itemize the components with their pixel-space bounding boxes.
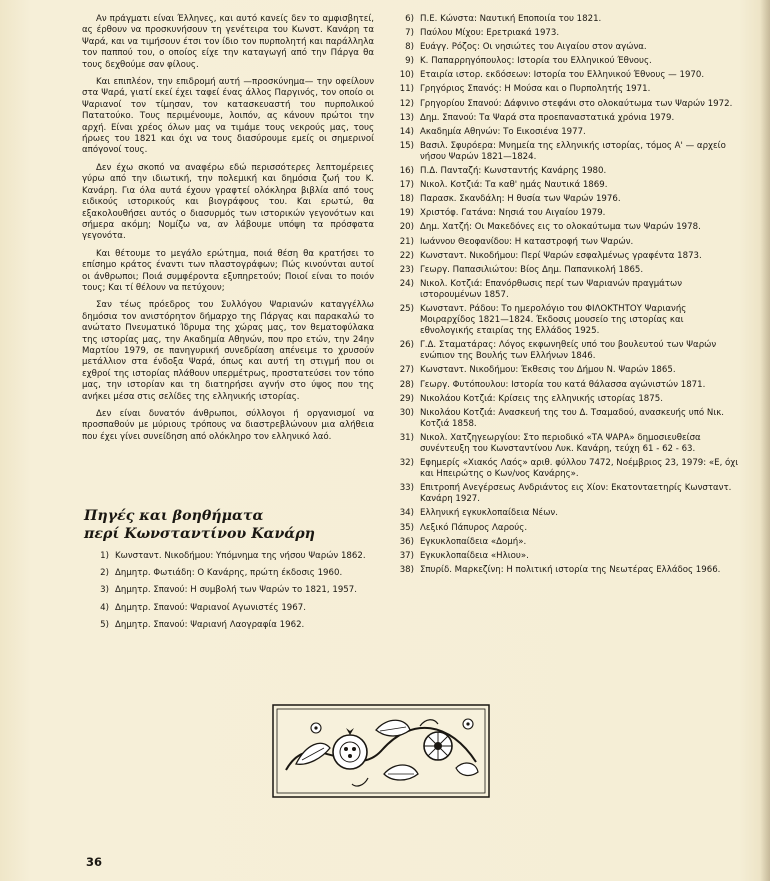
reference-text: Εγκυκλοπαίδεια «Ηλιου». xyxy=(420,550,529,561)
reference-number: 9) xyxy=(405,56,414,67)
reference-item xyxy=(389,394,739,405)
reference-text: Βασιλ. Σφυρόερα: Μνημεία της ελληνικής ιστορίας, τόμος Α' — αρχείο νήσου Ψαρών 1821—1824. xyxy=(420,140,726,162)
reference-text: Ακαδημία Αθηνών: Το Εικοσιένα 1977. xyxy=(420,126,586,137)
reference-number: 3) xyxy=(100,585,109,596)
reference-number: 17) xyxy=(399,180,414,191)
reference-number: 37) xyxy=(399,550,414,561)
reference-text: Λεξικό Πάπυρος Λαρούς. xyxy=(420,522,528,533)
reference-number: 35) xyxy=(399,522,414,533)
reference-item xyxy=(389,251,739,262)
reference-text: Νικολ. Κοτζιά: Τα καθ' ημάς Ναυτικά 1869. xyxy=(420,180,608,191)
reference-number: 12) xyxy=(399,98,414,109)
reference-item xyxy=(389,70,739,81)
reference-item xyxy=(389,166,739,177)
reference-text: Δημ. Σπανού: Τα Ψαρά στα προεπαναστατικά χρόνια 1979. xyxy=(420,112,675,123)
reference-item xyxy=(389,565,739,576)
reference-number: 24) xyxy=(399,278,414,289)
reference-text: Νικολ. Κοτζιά: Επανόρθωσις περί των Ψαριανών πραγμάτων ιστορουμένων 1857. xyxy=(420,278,683,300)
reference-item xyxy=(389,508,739,519)
reference-text: Ευάγγ. Ρόζος: Οι νησιώτες του Αιγαίου στον αγώνα. xyxy=(420,42,647,53)
reference-number: 8) xyxy=(405,42,414,53)
reference-number: 14) xyxy=(399,126,414,137)
article-text-column xyxy=(82,14,374,449)
reference-number: 4) xyxy=(100,602,109,613)
reference-number: 26) xyxy=(399,340,414,351)
reference-item xyxy=(389,208,739,219)
reference-item xyxy=(389,42,739,53)
reference-text: Επιτροπή Ανεγέρσεως Ανδριάντος εις Χίον: Εκατονταετηρίς Κωνσταντ. Κανάρη 1927. xyxy=(420,483,732,505)
reference-number: 7) xyxy=(405,28,414,39)
reference-number: 11) xyxy=(399,84,414,95)
reference-item xyxy=(389,28,739,39)
reference-item xyxy=(389,304,739,337)
reference-item xyxy=(389,483,739,505)
reference-number: 5) xyxy=(100,619,109,630)
reference-text: Δημητρ. Σπανού: Ψαριανοί Αγωνιστές 1967. xyxy=(115,602,306,613)
reference-item xyxy=(389,365,739,376)
reference-item xyxy=(389,340,739,362)
reference-number: 29) xyxy=(399,393,414,404)
reference-text: Κ. Παπαρρηγόπουλος: Ιστορία του Ελληνικού Έθνους. xyxy=(420,56,652,67)
reference-item xyxy=(389,141,739,163)
reference-number: 10) xyxy=(399,70,414,81)
article-paragraph: Σαν τέως πρόεδρος του Συλλόγου Ψαριανών καταγγέλλω δημόσια τον ανιστόρητον δήμαρχο της Πάργας και παρακαλώ το ανώτατο Πνευματικό Ίδρυμα της χώρας μας, τον θεματοφύλακα της ιστορίας μας, την Ακαδημία Αθηνών, που προ ετών, την 24ην Μαρτίου 1979, σε πανηγυρική συνεδρίαση απένειμε το χρυσούν μετάλλιον στα ένδοξα Ψαρά, όπως και αυτή τη στιγμή που οι εχθροί της ιστορίας πλάθουν υπερμέτρως, προστατεύσει τον τόπο μας, την ιστορίαν και τη διατηρήσει αγνήν στο ύψος που της ανήκει μέσα στις σελίδες της ελληνικής ιστορίας. xyxy=(82,300,374,402)
reference-text: Παρασκ. Σκανδάλη: Η θυσία των Ψαρών 1976. xyxy=(420,194,621,205)
reference-item xyxy=(389,265,739,276)
reference-text: Κωνσταντ. Νικοδήμου: Υπόμνημα της νήσου Ψαρών 1862. xyxy=(115,551,366,561)
reference-number: 2) xyxy=(100,568,109,579)
reference-number: 25) xyxy=(399,303,414,314)
reference-number: 36) xyxy=(399,536,414,547)
reference-number: 22) xyxy=(399,250,414,261)
reference-number: 19) xyxy=(399,208,414,219)
reference-text: Σπυρίδ. Μαρκεζίνη: Η πολιτική ιστορία της Νεωτέρας Ελλάδος 1966. xyxy=(420,564,721,575)
reference-number: 21) xyxy=(399,236,414,247)
reference-item xyxy=(389,433,739,455)
reference-number: 31) xyxy=(399,432,414,443)
reference-number: 6) xyxy=(405,14,414,24)
sources-heading-line2: περί Κωνσταντίνου Κανάρη xyxy=(84,526,315,542)
reference-number: 30) xyxy=(399,407,414,418)
reference-item xyxy=(389,551,739,562)
reference-item xyxy=(389,279,739,301)
reference-item xyxy=(84,603,376,614)
reference-text: Εφημερίς «Χιακός Λαός» αριθ. φύλλου 7472, Νοέμβριος 23, 1979: «Ε, όχι και Ηπειρώτης ο Κων/νος Κανάρης». xyxy=(420,458,739,480)
reference-text: Γεωργ. Παπασιλιώτου: Βίος Δημ. Παπανικολή 1865. xyxy=(420,264,644,275)
reference-number: 28) xyxy=(399,379,414,390)
reference-number: 15) xyxy=(399,140,414,151)
reference-text: Εταιρία ιστορ. εκδόσεων: Ιστορία του Ελληνικού Έθνους — 1970. xyxy=(420,70,705,81)
reference-item xyxy=(389,408,739,430)
reference-item xyxy=(389,99,739,110)
article-paragraph: Και θέτουμε το μεγάλο ερώτημα, ποιά θέση θα κρατήσει το επίσημο κράτος έναντι των πλαστογράφων; Πώς κινούνται αυτοί οι άνθρωποι; Ποιά συμφέροντα εξυπηρετούν; Ποιοί είναι το ποιόν τους; Και τί θέλουν να πετύχουν; xyxy=(82,248,374,293)
reference-text: Κωνσταντ. Νικοδήμου: Έκθεσις του Δήμου Ν. Ψαρών 1865. xyxy=(420,365,676,376)
reference-text: Κωνσταντ. Ράδου: Το ημερολόγιο του ΦΙΛΟΚΤΗΤΟΥ Ψαριανής Μοιραρχίδος 1821—1824. Έκδοσις μουσείο της ιστορίας και εθνολογικής εταιρίας της Ελλάδος 1925. xyxy=(420,303,687,337)
reference-item xyxy=(389,14,739,25)
reference-text: Χριστόφ. Γατάνα: Νησιά του Αιγαίου 1979. xyxy=(420,208,606,219)
article-paragraph: Δεν έχω σκοπό να αναφέρω εδώ περισσότερες λεπτομέρειες γύρω από την ιδιωτική, την πολεμική και δημόσια ζωή του Κ. Κανάρη. Για όλα αυτά έχουν γραφτεί ολόκληρα βιβλία από τους ειδικούς ιστορικούς και βιογράφους του. Και ερωτώ, θα εξακολουθήσει αυτός ο διασυρμός των ιστορικών γεγονότων και σήμερα ακόμη; Νομίζω να, αν λάβουμε υπόψη τα πρόσφατα γεγονότα. xyxy=(82,162,374,242)
reference-number: 34) xyxy=(399,508,414,519)
reference-number: 23) xyxy=(399,264,414,275)
reference-number: 32) xyxy=(399,458,414,469)
reference-number: 16) xyxy=(399,166,414,177)
sources-heading xyxy=(84,507,374,543)
reference-text: Κωνσταντ. Νικοδήμου: Περί Ψαρών εσφαλμένως γραφέντα 1873. xyxy=(420,250,702,261)
reference-item xyxy=(389,194,739,205)
reference-text: Δημητρ. Σπανού: Ψαριανή Λαογραφία 1962. xyxy=(115,619,305,630)
reference-number: 27) xyxy=(399,365,414,376)
reference-text: Δημ. Χατζή: Οι Μακεδόνες εις το ολοκαύτωμα των Ψαρών 1978. xyxy=(420,222,701,233)
article-paragraph: Δεν είναι δυνατόν άνθρωποι, σύλλογοι ή οργανισμοί να προσπαθούν με μύριους τρόπους να διαστρεβλώνουν μια αλήθεια που έχει γίνει συνείδηση από ολόκληρο τον ελληνικό λαό. xyxy=(82,409,374,442)
reference-item xyxy=(389,380,739,391)
reference-text: Ιωάννου Θεοφανίδου: Η καταστροφή των Ψαρών. xyxy=(420,236,634,247)
reference-text: Δημητρ. Φωτιάδη: Ο Κανάρης, πρώτη έκδοσις 1960. xyxy=(115,568,343,579)
reference-item xyxy=(84,568,376,579)
reference-item xyxy=(389,222,739,233)
reference-item xyxy=(84,551,376,562)
reference-number: 1) xyxy=(100,551,109,561)
sources-list xyxy=(84,551,376,637)
reference-item xyxy=(389,237,739,248)
reference-number: 20) xyxy=(399,222,414,233)
reference-text: Γρηγόριος Σπανός: Η Μούσα και ο Πυρπολητής 1971. xyxy=(420,84,651,95)
reference-item xyxy=(389,537,739,548)
reference-item xyxy=(389,523,739,534)
reference-text: Γεωργ. Φυτόπουλου: Ιστορία του κατά θάλασσα αγώνιστών 1871. xyxy=(420,379,706,390)
page-number: 36 xyxy=(86,855,103,869)
sources-heading-line1: Πηγές και βοηθήματα xyxy=(84,508,264,524)
reference-item xyxy=(84,585,376,596)
reference-number: 18) xyxy=(399,194,414,205)
reference-item xyxy=(84,620,376,631)
reference-number: 38) xyxy=(399,564,414,575)
reference-text: Νικολάου Κοτζιά: Κρίσεις της ελληνικής ιστορίας 1875. xyxy=(420,393,663,404)
reference-number: 33) xyxy=(399,483,414,494)
reference-item xyxy=(389,113,739,124)
references-column xyxy=(389,14,739,579)
reference-item xyxy=(389,180,739,191)
reference-text: Π.Ε. Κώνστα: Ναυτική Εποποιία του 1821. xyxy=(420,14,602,24)
reference-text: Νικολάου Κοτζιά: Ανασκευή της του Δ. Τσαμαδού, ανασκευής υπό Νικ. Κοτζιά 1858. xyxy=(420,407,725,429)
reference-item xyxy=(389,84,739,95)
reference-text: Δημητρ. Σπανού: Η συμβολή των Ψαρών το 1821, 1957. xyxy=(115,585,357,596)
reference-number: 13) xyxy=(399,112,414,123)
reference-text: Εγκυκλοπαίδεια «Δομή». xyxy=(420,536,527,547)
article-paragraph: Και επιπλέον, την επιδρομή αυτή —προσκύνημα— την οφείλουν στα Ψαρά, γιατί εκεί έχει ταφεί ένας άλλος Παργινός, τον οποίο οι Ψαριανοί τον τίμησαν, τον κατασκευαστή του πυρπολικού Πατατούκο. Τους περιμένουμε, λοιπόν, ας κάνουν πρώτοι την αρχή. Είναι χρέος όλων μας να τιμάμε τους νεκρούς μας, τους ήρωες του 1821 και όχι να τους διασύρουμε εμείς οι σημερινοί απόγονοί τους. xyxy=(82,77,374,156)
reference-text: Γρηγορίου Σπανού: Δάφνινο στεφάνι στο ολοκαύτωμα των Ψαρών 1972. xyxy=(420,98,733,109)
reference-text: Ελληνική εγκυκλοπαίδεια Νέων. xyxy=(420,508,558,519)
page-edge-shadow xyxy=(760,0,770,881)
reference-text: Γ.Δ. Σταματάρας: Λόγος εκφωνηθείς υπό του βουλευτού των Ψαρών ενώπιον της Βουλής των Ελλήνων 1846. xyxy=(420,340,717,362)
reference-item xyxy=(389,127,739,138)
article-paragraph: Αν πράγματι είναι Έλληνες, και αυτό κανείς δεν το αμφισβητεί, ας έρθουν να προσκυνήσουν τη γενέτειρα του Κωνστ. Κανάρη τα Ψαρά, και να τιμήσουν έτσι τον ίδιο τον πυρπολητή και παράλληλα τον παππού του, ο οποίος είχε την καταγωγή από την Πάργα θα τους δεχθούμε σαν φίλους. xyxy=(82,14,374,70)
reference-text: Νικολ. Χατζηγεωργίου: Στο περιοδικό «ΤΑ ΨΑΡΑ» δημοσιευθείσα συνέντευξη του Κωνσταντίνου Λυκ. Κανάρη, τεύχη 61 - 62 - 63. xyxy=(420,432,701,454)
reference-text: Παύλου Μίχου: Ερετριακά 1973. xyxy=(420,28,560,39)
floral-ornament-icon xyxy=(272,704,490,798)
reference-item xyxy=(389,458,739,480)
reference-text: Π.Δ. Πανταζή: Κωνσταντής Κανάρης 1980. xyxy=(420,166,607,177)
reference-item xyxy=(389,56,739,67)
